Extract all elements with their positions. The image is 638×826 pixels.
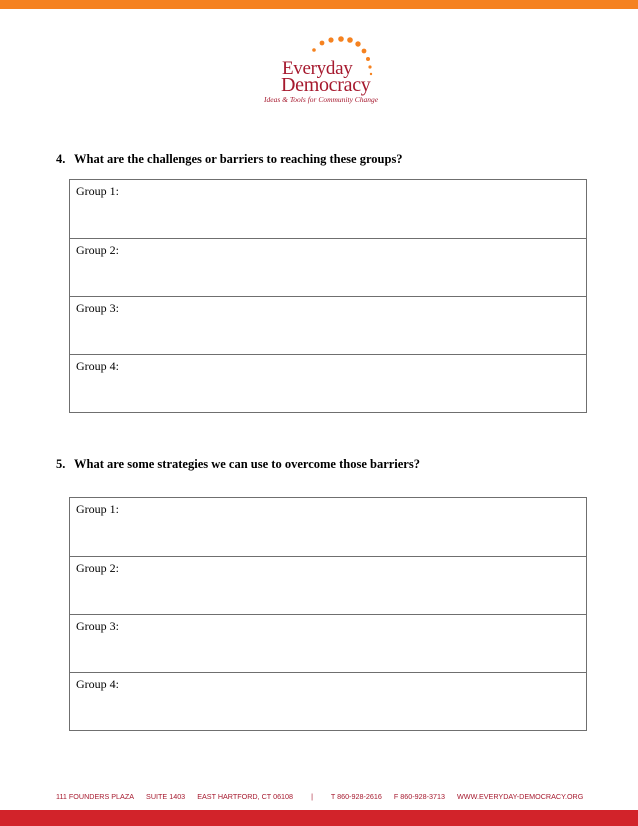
question-5 — [56, 457, 420, 472]
answer-row-q5-group-2[interactable] — [70, 556, 586, 614]
question-5-number: 5. — [56, 457, 66, 471]
answer-row-q4-group-1[interactable] — [70, 180, 586, 238]
answer-row-q5-group-3[interactable] — [70, 614, 586, 672]
question-5-answer-table — [69, 497, 587, 731]
everyday-democracy-logo — [258, 34, 408, 110]
footer-city: EAST HARTFORD, CT 06108 — [197, 792, 294, 801]
footer-phone: T 860-928-2616 — [330, 792, 382, 801]
answer-row-label: Group 3: — [76, 619, 119, 633]
answer-row-label: Group 4: — [76, 677, 119, 691]
top-accent-bar — [0, 0, 638, 9]
answer-row-label: Group 1: — [76, 502, 119, 516]
answer-row-q4-group-3[interactable] — [70, 296, 586, 354]
footer-separator: | — [311, 792, 313, 801]
question-4-number: 4. — [56, 152, 66, 166]
question-4-text: What are the challenges or barriers to reaching these groups? — [74, 152, 403, 166]
answer-row-q4-group-2[interactable] — [70, 238, 586, 296]
question-5-text: What are some strategies we can use to overcome those barriers? — [74, 457, 420, 471]
answer-row-label: Group 4: — [76, 359, 119, 373]
footer-suite: SUITE 1403 — [146, 792, 186, 801]
logo-word-everyday: Everyday — [282, 58, 353, 79]
answer-row-label: Group 1: — [76, 184, 119, 198]
footer-contact-line — [56, 792, 593, 801]
answer-row-q5-group-1[interactable] — [70, 498, 586, 556]
logo-word-democracy: Democracy — [281, 74, 371, 96]
footer-fax: F 860-928-3713 — [393, 792, 445, 801]
answer-row-label: Group 3: — [76, 301, 119, 315]
answer-row-q5-group-4[interactable] — [70, 672, 586, 730]
question-4-answer-table — [69, 179, 587, 413]
answer-row-q4-group-4[interactable] — [70, 354, 586, 412]
logo-tagline: Ideas & Tools for Community Change — [264, 95, 379, 104]
answer-row-label: Group 2: — [76, 243, 119, 257]
footer-website-link[interactable]: WWW.EVERYDAY-DEMOCRACY.ORG — [457, 792, 584, 801]
bottom-accent-bar — [0, 810, 638, 826]
answer-row-label: Group 2: — [76, 561, 119, 575]
footer-address: 111 FOUNDERS PLAZA — [56, 792, 135, 801]
question-4 — [56, 152, 403, 167]
